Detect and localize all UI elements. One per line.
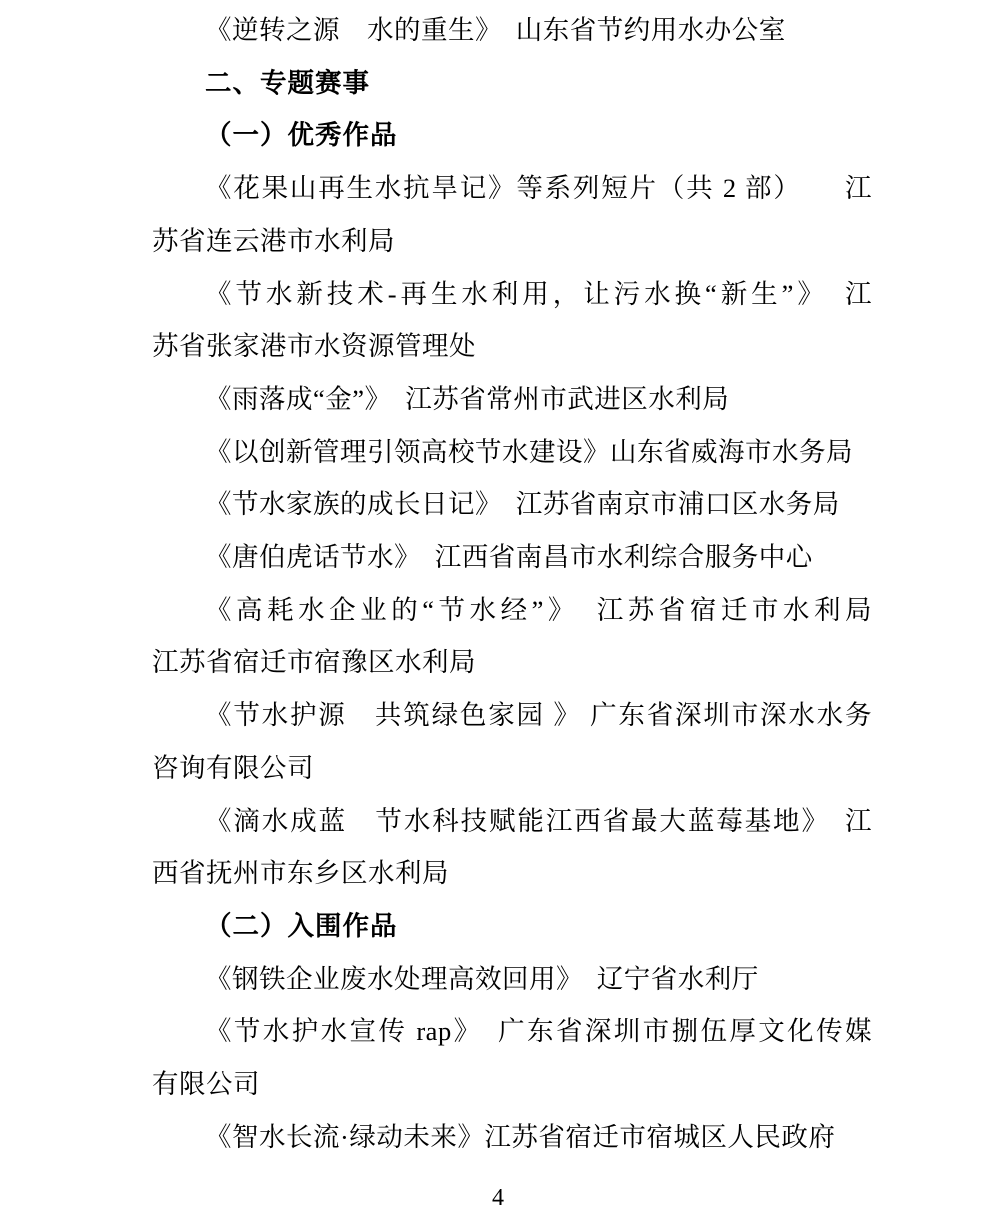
document-line: 《钢铁企业废水处理高效回用》 辽宁省水利厅	[205, 963, 759, 994]
document-line: 《唐伯虎话节水》 江西省南昌市水利综合服务中心	[205, 542, 813, 573]
section-heading: 二、专题赛事	[205, 67, 370, 98]
section-heading: （二）入围作品	[205, 910, 398, 941]
page-number: 4	[492, 1185, 504, 1211]
document-line: 《滴水成蓝 节水科技赋能江西省最大蓝莓基地》 江	[205, 805, 872, 836]
document-line: 《雨落成“金”》 江苏省常州市武进区水利局	[205, 383, 730, 414]
document-line: 《智水长流·绿动未来》江苏省宿迁市宿城区人民政府	[205, 1121, 836, 1152]
document-line: 《节水家族的成长日记》 江苏省南京市浦口区水务局	[205, 489, 840, 520]
document-line: 苏省张家港市水资源管理处	[152, 331, 476, 362]
document-content	[152, 4, 872, 1163]
document-line: 《花果山再生水抗旱记》等系列短片（共 2 部） 江	[205, 173, 872, 204]
document-line: 《节水新技术-再生水利用，让污水换“新生”》 江	[205, 278, 872, 309]
document-line: 《节水护水宣传 rap》 广东省深圳市捌伍厚文化传媒	[205, 1016, 872, 1047]
document-line: 《高耗水企业的“节水经”》 江苏省宿迁市水利局	[205, 594, 872, 625]
document-line: 江苏省宿迁市宿豫区水利局	[152, 647, 476, 678]
page-footer	[0, 1182, 996, 1214]
document-line: 《以创新管理引领高校节水建设》山东省威海市水务局	[205, 436, 853, 467]
document-line: 有限公司	[152, 1069, 260, 1100]
document-line: 《逆转之源 水的重生》 山东省节约用水办公室	[205, 15, 786, 45]
document-line: 苏省连云港市水利局	[152, 225, 395, 256]
document-line: 西省抚州市东乡区水利局	[152, 858, 449, 889]
document-line: 咨询有限公司	[152, 752, 314, 783]
document-line: 《节水护源 共筑绿色家园 》 广东省深圳市深水水务	[205, 700, 872, 731]
section-heading: （一）优秀作品	[205, 120, 398, 151]
